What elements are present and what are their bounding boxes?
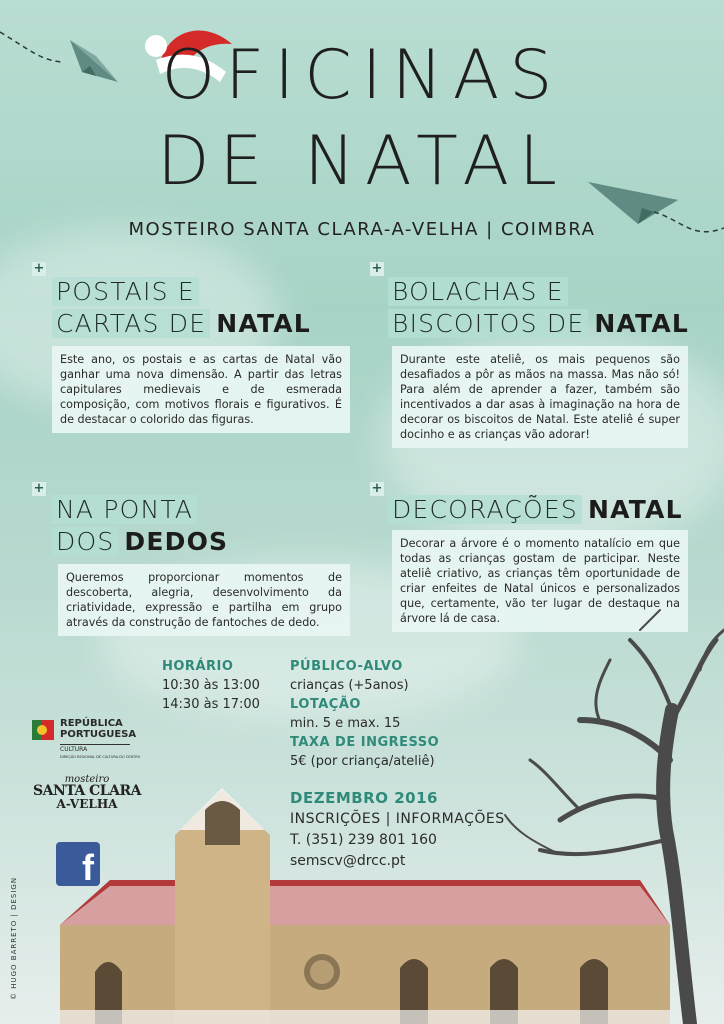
schedule-time: 10:30 às 13:00 <box>162 678 260 693</box>
phone[interactable]: T. (351) 239 801 160 <box>290 832 437 848</box>
heading-bold: NATAL <box>588 495 683 524</box>
logo-text: REPÚBLICA <box>60 718 123 729</box>
heading-line: BISCOITOS DE <box>388 309 588 338</box>
logo-text: A-VELHA <box>56 797 118 811</box>
audience-value: crianças (+5anos) <box>290 678 409 693</box>
heading-line: DECORAÇÕES <box>388 495 582 524</box>
plus-icon: + <box>371 481 383 496</box>
audience-label: PÚBLICO-ALVO <box>290 659 403 674</box>
heading-bold: NATAL <box>594 309 690 338</box>
logo-text: SANTA CLARA <box>32 783 141 799</box>
date: DEZEMBRO 2016 <box>290 789 438 807</box>
capacity-label: LOTAÇÃO <box>290 697 361 712</box>
winter-illustration <box>0 600 724 1024</box>
heading-bold: DEDOS <box>124 527 229 556</box>
heading-bold: NATAL <box>216 309 311 338</box>
workshop-heading <box>388 494 683 526</box>
workshop-heading <box>52 276 311 340</box>
heading-line: CARTAS DE <box>52 309 210 338</box>
logo-text: mosteiro <box>64 774 110 785</box>
workshop-description: Este ano, os postais e as cartas de Natal vão ganhar uma nova dimensão. A partir das letras capitulares medievais e de esmerada composição, com motivos florais e figurativos. É de destacar o colorido das figuras. <box>52 346 350 433</box>
facebook-glyph: f <box>82 847 94 886</box>
subtitle: MOSTEIRO SANTA CLARA-A-VELHA | COIMBRA <box>128 219 596 240</box>
heading-line: POSTAIS E <box>52 277 199 306</box>
logo-text: PORTUGUESA <box>60 729 137 740</box>
heading-line: NA PONTA <box>52 495 197 524</box>
logo-text: CULTURA <box>60 744 130 753</box>
workshop-description: Queremos proporcionar momentos de descoberta, alegria, desenvolvimento da criatividade, expressão e partilha em grupo através da construção de fantoches de dedo. <box>58 564 350 636</box>
heading-line: BOLACHAS E <box>388 277 568 306</box>
plus-icon: + <box>33 261 45 276</box>
workshop-description: Durante este ateliê, os mais pequenos são desafiados a pôr as mãos na massa. Mas não só! Para além de aprender a fazer, também são incentivados a dar asas à imaginação na hora de decorar os biscoitos de Natal. Este ateliê é super docinho e as crianças vão adorar! <box>392 346 688 448</box>
fee-label: TAXA DE INGRESSO <box>290 735 440 750</box>
schedule-time: 14:30 às 17:00 <box>162 697 260 712</box>
title-line-2: DE NATAL <box>157 122 567 201</box>
monastery-icon <box>60 788 670 1024</box>
workshop-heading <box>388 276 689 340</box>
heading-line: DOS <box>52 527 118 556</box>
plus-icon: + <box>33 481 45 496</box>
fee-value: 5€ (por criança/ateliê) <box>290 754 435 769</box>
design-credit: © HUGO BARRETO | DESIGN <box>10 876 18 1000</box>
workshop-heading <box>52 494 228 558</box>
capacity-value: min. 5 e max. 15 <box>290 716 401 731</box>
email[interactable]: semscv@drcc.pt <box>290 853 406 869</box>
plus-icon: + <box>371 261 383 276</box>
workshop-description: Decorar a árvore é o momento natalício em que todas as crianças gostam de participar. Neste ateliê criativo, as crianças têm oportunidade de criar enfeites de Natal únicos e personalizados que, certamente, vão ter lugar de destaque na árvore lá de casa. <box>392 530 688 632</box>
title-line-1: OFICINAS <box>161 36 563 115</box>
contact-label: INSCRIÇÕES | INFORMAÇÕES <box>290 811 505 827</box>
schedule-label: HORÁRIO <box>162 659 234 674</box>
logo-text: DIREÇÃO REGIONAL DE CULTURA DO CENTRO <box>60 755 141 759</box>
